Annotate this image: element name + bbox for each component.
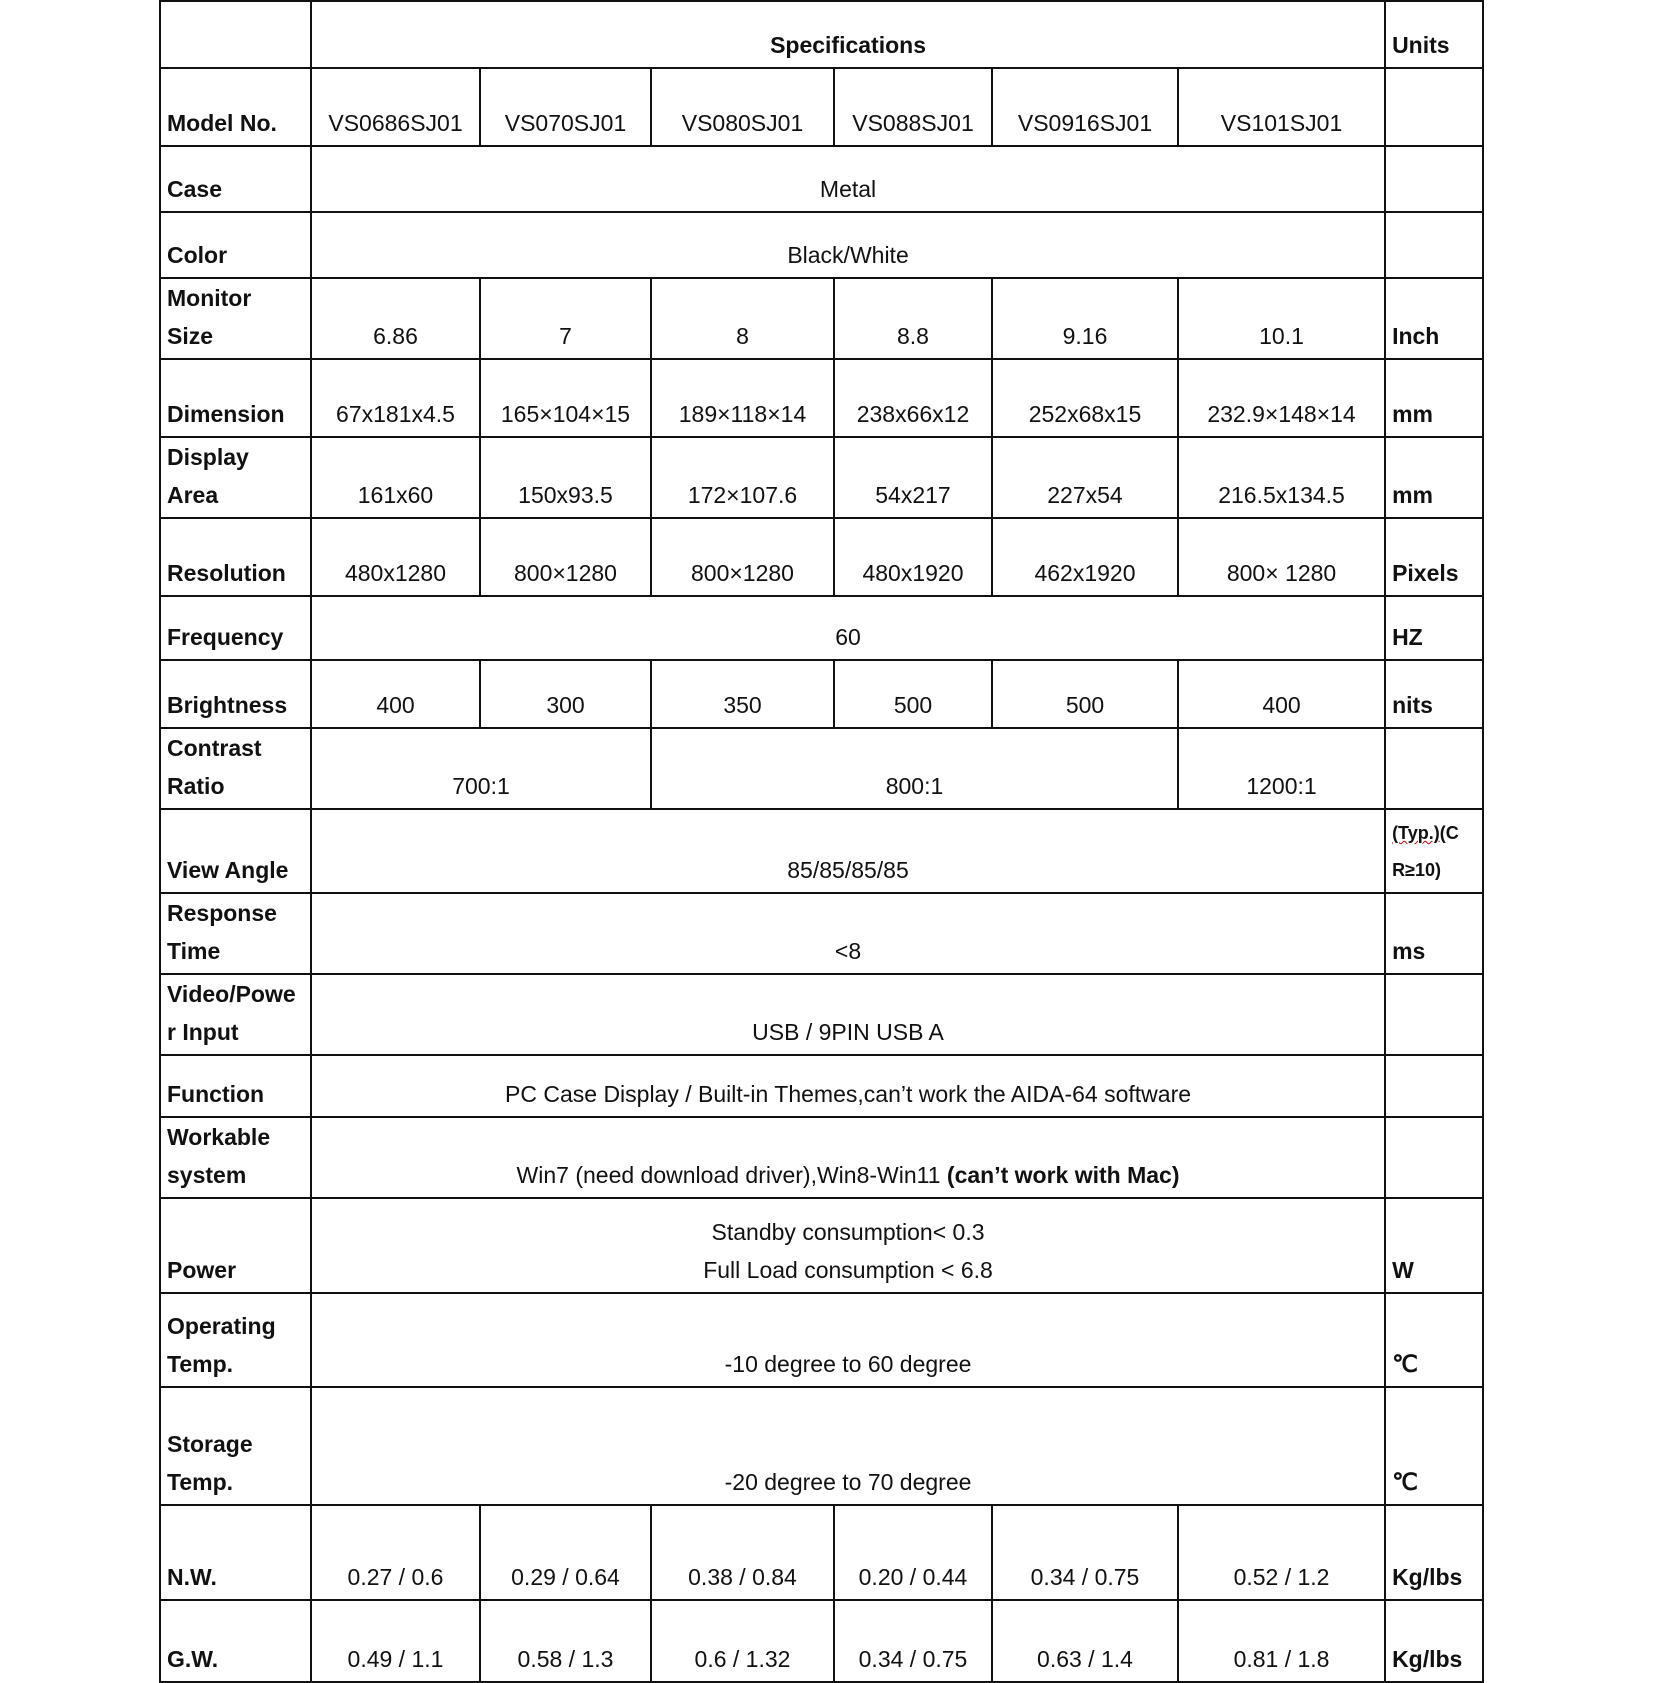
label-line: Temp. xyxy=(167,1351,234,1377)
brightness-cell: 400 xyxy=(1178,660,1385,728)
unit-line xyxy=(1392,815,1476,852)
color-row xyxy=(160,212,1483,278)
frequency-label: Frequency xyxy=(160,596,311,660)
storage-temp-label xyxy=(160,1387,311,1505)
display-area-cell: 216.5x134.5 xyxy=(1178,437,1385,518)
gw-cell: 0.34 / 0.75 xyxy=(834,1600,992,1682)
frequency-value: 60 xyxy=(311,596,1385,660)
storage-temp-unit: ℃ xyxy=(1385,1387,1483,1505)
typ-text: (Typ.) xyxy=(1392,823,1440,843)
nw-label: N.W. xyxy=(160,1505,311,1600)
gw-unit: Kg/lbs xyxy=(1385,1600,1483,1682)
dimension-cell: 165×104×15 xyxy=(480,359,651,437)
size-cell: 9.16 xyxy=(992,278,1178,359)
function-label: Function xyxy=(160,1055,311,1117)
unit-cell xyxy=(1385,974,1483,1055)
dimension-cell: 67x181x4.5 xyxy=(311,359,480,437)
label-line: r Input xyxy=(167,1019,239,1045)
nw-cell: 0.38 / 0.84 xyxy=(651,1505,834,1600)
model-cell: VS0916SJ01 xyxy=(992,68,1178,146)
corner-cell xyxy=(160,1,311,68)
gw-cell: 0.49 / 1.1 xyxy=(311,1600,480,1682)
workable-row xyxy=(160,1117,1483,1198)
gw-label: G.W. xyxy=(160,1600,311,1682)
response-time-unit: ms xyxy=(1385,893,1483,974)
brightness-unit: nits xyxy=(1385,660,1483,728)
model-cell: VS0686SJ01 xyxy=(311,68,480,146)
label-line: Contrast xyxy=(167,735,262,761)
label-line: Response xyxy=(167,900,277,926)
gw-cell: 0.58 / 1.3 xyxy=(480,1600,651,1682)
power-label: Power xyxy=(160,1198,311,1293)
label-line: Ratio xyxy=(167,773,225,799)
operating-temp-label xyxy=(160,1293,311,1387)
dimension-cell: 252x68x15 xyxy=(992,359,1178,437)
nw-row xyxy=(160,1505,1483,1600)
resolution-unit: Pixels xyxy=(1385,518,1483,596)
gw-row xyxy=(160,1600,1483,1682)
case-value: Metal xyxy=(311,146,1385,212)
nw-cell: 0.20 / 0.44 xyxy=(834,1505,992,1600)
nw-cell: 0.34 / 0.75 xyxy=(992,1505,1178,1600)
units-heading: Units xyxy=(1385,1,1483,68)
display-area-cell: 161x60 xyxy=(311,437,480,518)
response-time-row xyxy=(160,893,1483,974)
power-row xyxy=(160,1198,1483,1293)
view-angle-value: 85/85/85/85 xyxy=(311,809,1385,893)
video-input-row xyxy=(160,974,1483,1055)
label-line: Area xyxy=(167,482,219,508)
gw-cell: 0.6 / 1.32 xyxy=(651,1600,834,1682)
workable-label xyxy=(160,1117,311,1198)
size-cell: 6.86 xyxy=(311,278,480,359)
workable-warning: (can’t work with Mac) xyxy=(946,1162,1180,1188)
spec-table xyxy=(159,0,1484,1683)
label-line: Storage xyxy=(167,1431,253,1457)
display-area-cell: 227x54 xyxy=(992,437,1178,518)
contrast-cell: 800:1 xyxy=(651,728,1178,809)
storage-temp-value: -20 degree to 70 degree xyxy=(311,1387,1385,1505)
size-cell: 7 xyxy=(480,278,651,359)
monitor-size-label xyxy=(160,278,311,359)
dimension-label: Dimension xyxy=(160,359,311,437)
workable-text: Win7 (need download driver),Win8-Win11 xyxy=(516,1162,947,1188)
view-angle-row xyxy=(160,809,1483,893)
video-input-label xyxy=(160,974,311,1055)
unit-cell xyxy=(1385,1055,1483,1117)
unit-cell xyxy=(1385,68,1483,146)
case-label: Case xyxy=(160,146,311,212)
storage-temp-row xyxy=(160,1387,1483,1505)
workable-value xyxy=(311,1117,1385,1198)
monitor-size-row xyxy=(160,278,1483,359)
gw-cell: 0.81 / 1.8 xyxy=(1178,1600,1385,1682)
operating-temp-unit: ℃ xyxy=(1385,1293,1483,1387)
display-area-cell: 54x217 xyxy=(834,437,992,518)
size-cell: 8.8 xyxy=(834,278,992,359)
display-area-cell: 150x93.5 xyxy=(480,437,651,518)
display-area-cell: 172×107.6 xyxy=(651,437,834,518)
brightness-row xyxy=(160,660,1483,728)
contrast-cell: 1200:1 xyxy=(1178,728,1385,809)
resolution-cell: 480x1920 xyxy=(834,518,992,596)
video-input-value: USB / 9PIN USB A xyxy=(311,974,1385,1055)
label-line: Workable xyxy=(167,1124,271,1150)
dimension-cell: 238x66x12 xyxy=(834,359,992,437)
color-label: Color xyxy=(160,212,311,278)
view-angle-unit xyxy=(1385,809,1483,893)
label-line: system xyxy=(167,1162,247,1188)
unit-cell xyxy=(1385,728,1483,809)
dimension-cell: 189×118×14 xyxy=(651,359,834,437)
case-row xyxy=(160,146,1483,212)
brightness-cell: 400 xyxy=(311,660,480,728)
color-value: Black/White xyxy=(311,212,1385,278)
unit-cell xyxy=(1385,212,1483,278)
unit-line: R≥10) xyxy=(1392,860,1441,880)
display-area-row xyxy=(160,437,1483,518)
resolution-cell: 480x1280 xyxy=(311,518,480,596)
label-line: Operating xyxy=(167,1313,276,1339)
gw-cell: 0.63 / 1.4 xyxy=(992,1600,1178,1682)
resolution-cell: 800× 1280 xyxy=(1178,518,1385,596)
operating-temp-value: -10 degree to 60 degree xyxy=(311,1293,1385,1387)
label-line: Size xyxy=(167,323,214,349)
size-unit: Inch xyxy=(1385,278,1483,359)
unit-cell xyxy=(1385,146,1483,212)
label-line: Video/Powe xyxy=(167,981,296,1007)
frequency-row xyxy=(160,596,1483,660)
view-angle-label: View Angle xyxy=(160,809,311,893)
brightness-cell: 500 xyxy=(834,660,992,728)
model-row xyxy=(160,68,1483,146)
resolution-row xyxy=(160,518,1483,596)
model-cell: VS080SJ01 xyxy=(651,68,834,146)
resolution-cell: 800×1280 xyxy=(480,518,651,596)
label-line: Temp. xyxy=(167,1469,234,1495)
nw-unit: Kg/lbs xyxy=(1385,1505,1483,1600)
power-line: Full Load consumption < 6.8 xyxy=(703,1257,993,1283)
brightness-label: Brightness xyxy=(160,660,311,728)
response-time-label xyxy=(160,893,311,974)
dimension-row xyxy=(160,359,1483,437)
model-cell: VS070SJ01 xyxy=(480,68,651,146)
nw-cell: 0.27 / 0.6 xyxy=(311,1505,480,1600)
operating-temp-row xyxy=(160,1293,1483,1387)
model-cell: VS088SJ01 xyxy=(834,68,992,146)
unit-text: (C xyxy=(1439,823,1459,843)
model-label: Model No. xyxy=(160,68,311,146)
resolution-cell: 462x1920 xyxy=(992,518,1178,596)
label-line: Display xyxy=(167,444,249,470)
label-line: Time xyxy=(167,938,221,964)
unit-cell xyxy=(1385,1117,1483,1198)
nw-cell: 0.29 / 0.64 xyxy=(480,1505,651,1600)
header-row xyxy=(160,1,1483,68)
power-unit: W xyxy=(1385,1198,1483,1293)
brightness-cell: 350 xyxy=(651,660,834,728)
contrast-row xyxy=(160,728,1483,809)
frequency-unit: HZ xyxy=(1385,596,1483,660)
resolution-label: Resolution xyxy=(160,518,311,596)
size-cell: 8 xyxy=(651,278,834,359)
power-line: Standby consumption< 0.3 xyxy=(711,1219,985,1245)
resolution-cell: 800×1280 xyxy=(651,518,834,596)
nw-cell: 0.52 / 1.2 xyxy=(1178,1505,1385,1600)
size-cell: 10.1 xyxy=(1178,278,1385,359)
brightness-cell: 500 xyxy=(992,660,1178,728)
brightness-cell: 300 xyxy=(480,660,651,728)
model-cell: VS101SJ01 xyxy=(1178,68,1385,146)
response-time-value: <8 xyxy=(311,893,1385,974)
dimension-unit: mm xyxy=(1385,359,1483,437)
function-value: PC Case Display / Built-in Themes,can’t work the AIDA-64 software xyxy=(311,1055,1385,1117)
contrast-cell: 700:1 xyxy=(311,728,651,809)
contrast-label xyxy=(160,728,311,809)
display-area-unit: mm xyxy=(1385,437,1483,518)
dimension-cell: 232.9×148×14 xyxy=(1178,359,1385,437)
power-value xyxy=(311,1198,1385,1293)
label-line: Monitor xyxy=(167,285,252,311)
specifications-heading: Specifications xyxy=(311,1,1385,68)
display-area-label xyxy=(160,437,311,518)
function-row xyxy=(160,1055,1483,1117)
